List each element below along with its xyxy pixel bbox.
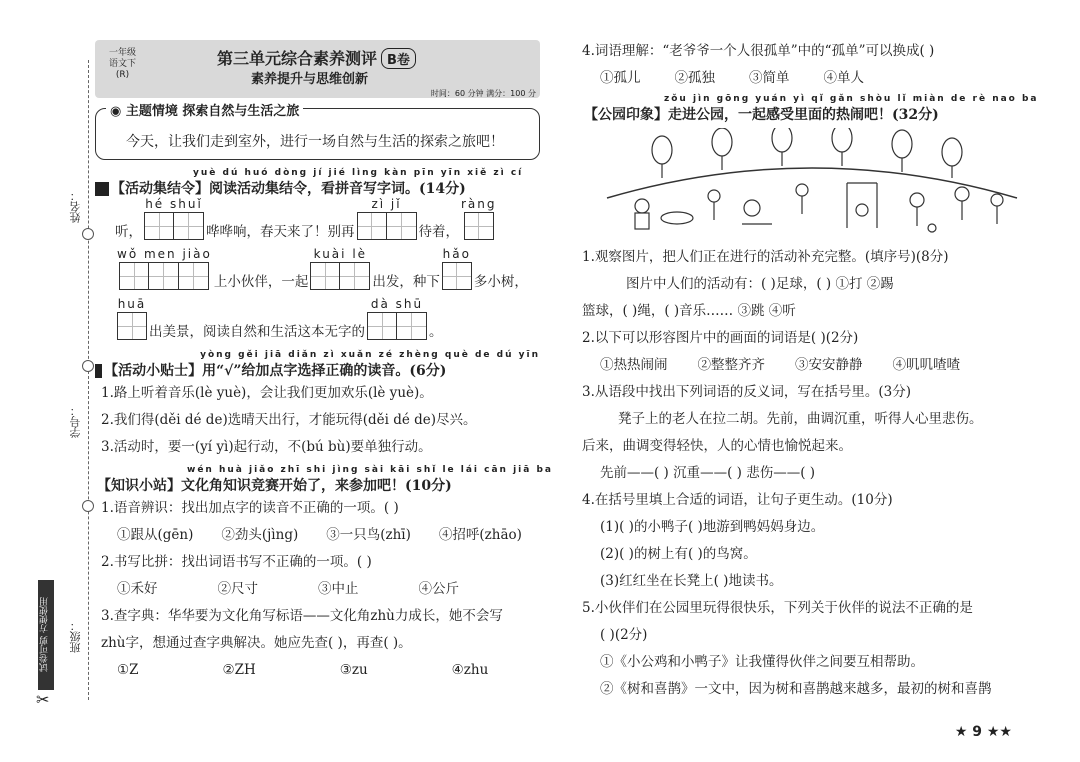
option[interactable]: ④单人 <box>823 70 864 86</box>
park-illustration <box>602 128 1022 238</box>
option[interactable]: ①热热闹闹 <box>600 357 668 373</box>
binding-hole <box>82 228 94 240</box>
writing-cell[interactable] <box>442 262 472 290</box>
sec3-question-2: 2.书写比拼：找出词语书写不正确的一项。( ) <box>101 554 372 570</box>
writing-cell[interactable] <box>149 262 179 290</box>
sec3-question-1: 1.语音辨识：找出加点字的读音不正确的一项。( ) <box>101 500 399 516</box>
option[interactable]: ④叽叽喳喳 <box>892 357 960 373</box>
section-3-title: 【知识小站】文化角知识竞赛开始了，来参加吧！(10分) <box>97 478 452 494</box>
section-icon <box>95 182 109 196</box>
p2-question: 2.以下可以形容图片中的画面的词语是( )(2分) <box>582 330 859 346</box>
section-4-pinyin: zǒu jìn gōng yuán yì qǐ gǎn shòu lǐ miàn de rè nao ba <box>664 94 1039 104</box>
section-2-pinyin: yòng gěi jiā diǎn zì xuǎn zé zhèng què de dú yīn <box>200 350 540 360</box>
subject-label: 语文下 <box>109 59 137 69</box>
pinyin-prompt: hǎo <box>442 247 471 261</box>
tree-icon <box>652 128 962 178</box>
pinyin-prompt: zì jǐ <box>371 197 402 211</box>
pinyin-box-group <box>117 296 147 340</box>
section-2-title: 【活动小贴士】用“√”给加点字选择正确的读音。(6分) <box>104 363 447 379</box>
p5-answer-blank[interactable]: ( )(2分) <box>600 627 648 643</box>
writing-cell[interactable] <box>119 262 149 290</box>
page-number: ★ 9 ★★ <box>954 724 1012 740</box>
pinyin-prompt: hé shuǐ <box>145 197 203 211</box>
option[interactable]: ②劲头(jìng) <box>221 527 299 543</box>
p4-line1[interactable]: (1)( )的小鸭子( )地游到鸭妈妈身边。 <box>600 519 825 535</box>
sec3-question-3-line2: zhù字，想通过查字典解决。她应先查( )，再查( )。 <box>101 635 412 651</box>
writing-row-1 <box>95 198 540 240</box>
pinyin-prompt: huā <box>117 297 147 311</box>
option[interactable]: ③简单 <box>749 70 790 86</box>
writing-cell[interactable] <box>367 312 397 340</box>
grade-box <box>109 48 136 81</box>
section-3-pinyin: wén huà jiǎo zhī shi jìng sài kāi shǐ le lái cān jiā ba <box>187 465 553 475</box>
p1-line2[interactable]: 篮球，( )绳，( )音乐…… ③跳 ④听 <box>582 303 796 319</box>
text-fragment: 出美景，阅读自然和生活这本无字的 <box>149 324 365 340</box>
right-column <box>582 38 1039 703</box>
option[interactable]: ②整整齐齐 <box>697 357 765 373</box>
binding-hole <box>82 360 94 372</box>
option[interactable]: ②ZH <box>222 662 256 678</box>
option[interactable]: ④zhu <box>451 662 489 678</box>
sec3-q2-options <box>95 576 540 603</box>
q4-options <box>582 65 1022 92</box>
brand-strip: 试卷可剪 方便使用 <box>38 580 54 690</box>
id-field-label: 学号： <box>69 405 82 438</box>
section-icon <box>95 364 102 378</box>
scissor-icon: ✂ <box>36 690 50 709</box>
people-icons <box>635 183 1003 232</box>
text-fragment: 多小树， <box>473 274 528 290</box>
pinyin-box-group <box>442 246 472 290</box>
sec2-item-3[interactable]: 3.活动时，要一(yí yì)起行动，不(bú bù)要单独行动。 <box>101 439 432 455</box>
section-1-heading <box>95 168 540 198</box>
pinyin-box-group <box>310 246 370 290</box>
p1-question: 1.观察图片，把人们正在进行的活动补充完整。(填序号)(8分) <box>582 249 949 265</box>
pinyin-box-group <box>461 196 497 240</box>
p3-answer-line[interactable]: 先前——( ) 沉重——( ) 悲伤——( ) <box>600 465 816 481</box>
writing-cell[interactable] <box>174 212 204 240</box>
option[interactable]: ①Z <box>117 662 139 678</box>
writing-cell[interactable] <box>357 212 387 240</box>
option[interactable]: ②尺寸 <box>217 581 258 597</box>
writing-cell[interactable] <box>179 262 209 290</box>
p5-option-2[interactable]: ②《树和喜鹊》一文中，因为树和喜鹊越来越多，最初的树和喜鹊 <box>600 681 992 697</box>
sec2-item-1[interactable]: 1.路上听着音乐(lè yuè)，会让我们更加欢乐(lè yuè)。 <box>101 385 433 401</box>
writing-row-3 <box>95 298 540 340</box>
p2-options <box>582 352 1022 379</box>
writing-cell[interactable] <box>464 212 494 240</box>
option[interactable]: ④公斤 <box>418 581 459 597</box>
p4-line3[interactable]: (3)红红坐在长凳上( )地读书。 <box>600 573 783 589</box>
sec3-q1-options <box>95 522 540 549</box>
writing-cell[interactable] <box>117 312 147 340</box>
text-fragment: 上小伙伴，一起 <box>213 274 309 290</box>
option[interactable]: ③中止 <box>318 581 359 597</box>
section-4-title: 【公园印象】走进公园，一起感受里面的热闹吧！(32分) <box>584 107 939 123</box>
cut-line <box>88 60 89 700</box>
header-banner <box>95 40 540 98</box>
grade-label: 一年级 <box>109 48 137 58</box>
option[interactable]: ②孤独 <box>674 70 715 86</box>
name-field-label: 姓名： <box>69 190 82 223</box>
section-2-heading <box>95 350 540 380</box>
option[interactable]: ③安安静静 <box>795 357 863 373</box>
p5-question: 5.小伙伴们在公园里玩得很快乐，下列关于伙伴的说法不正确的是 <box>582 600 973 616</box>
section-3-heading <box>95 465 553 495</box>
theme-text: 今天，让我们走到室外，进行一场自然与生活的探索之旅吧！ <box>126 134 504 150</box>
text-fragment: 哗哗响，春天来了！别再 <box>206 224 355 240</box>
theme-label-text: 主题情境 探索自然与生活之旅 <box>125 104 300 119</box>
page-subtitle: 素养提升与思维创新 <box>251 72 369 87</box>
pinyin-box-group <box>357 196 417 240</box>
class-field-label: 班级： <box>69 620 82 653</box>
writing-cell[interactable] <box>144 212 174 240</box>
time-info: 时间：60 分钟 满分：100 分 <box>430 89 536 98</box>
pinyin-prompt: ràng <box>461 197 497 211</box>
section-4-heading <box>582 94 1039 124</box>
edition-label: (R) <box>115 70 130 80</box>
p4-line2[interactable]: (2)( )的树上有( )的鸟窝。 <box>600 546 757 562</box>
version-badge: B卷 <box>381 48 416 69</box>
option[interactable]: ③一只鸟(zhī) <box>326 527 411 543</box>
q4-question: 4.词语理解：“老爷爷一个人很孤单”中的“孤单”可以换成( ) <box>582 43 935 59</box>
text-fragment: 待着， <box>418 224 459 240</box>
p3-question: 3.从语段中找出下列词语的反义词，写在括号里。(3分) <box>582 384 912 400</box>
option[interactable]: ①孤儿 <box>600 70 641 86</box>
section-1-pinyin: yuè dú huó dòng jí jié lìng kàn pīn yīn xiě zì cí <box>193 168 524 178</box>
writing-cell[interactable] <box>387 212 417 240</box>
option[interactable]: ①跟从(gēn) <box>117 527 194 543</box>
sec3-question-3-line1: 3.查字典：华华要为文化角写标语——文化角zhù力成长，她不会写 <box>101 608 503 624</box>
pinyin-box-group <box>367 296 427 340</box>
text-fragment: 听， <box>115 224 142 240</box>
writing-cell[interactable] <box>310 262 340 290</box>
p4-question: 4.在括号里填上合适的词语，让句子更生动。(10分) <box>582 492 893 508</box>
theme-label: ◉ 主题情境 探索自然与生活之旅 <box>106 100 303 119</box>
writing-cell[interactable] <box>340 262 370 290</box>
text-fragment: 出发，种下 <box>372 274 440 290</box>
option[interactable]: ③zu <box>339 662 368 678</box>
writing-row-2 <box>95 248 540 290</box>
left-column <box>95 40 553 684</box>
sec2-item-2[interactable]: 2.我们得(děi dé de)选晴天出行，才能玩得(děi dé de)尽兴。 <box>101 412 477 428</box>
pinyin-box-group <box>117 246 212 290</box>
writing-cell[interactable] <box>397 312 427 340</box>
option[interactable]: ①禾好 <box>117 581 158 597</box>
p1-line1[interactable]: 图片中人们的活动有：( )足球，( ) ①打 ②踢 <box>626 276 894 292</box>
page-title <box>217 46 416 69</box>
binding-hole <box>82 500 94 512</box>
theme-box <box>95 104 540 160</box>
section-1-title: 【活动集结令】阅读活动集结令，看拼音写字词。(14分) <box>111 181 466 197</box>
text-fragment: 。 <box>429 324 443 340</box>
title-text: 第三单元综合素养测评 <box>217 49 378 68</box>
pinyin-prompt: kuài lè <box>313 247 368 261</box>
sec3-q3-options <box>95 657 540 684</box>
p3-passage-line1: 凳子上的老人在拉二胡。先前，曲调沉重，听得人心里悲伤。 <box>618 411 983 427</box>
pinyin-prompt: dà shū <box>370 297 424 311</box>
p3-passage-line2: 后来，曲调变得轻快，人的心情也愉悦起来。 <box>582 438 852 454</box>
p5-option-1[interactable]: ①《小公鸡和小鸭子》让我懂得伙伴之间要互相帮助。 <box>600 654 924 670</box>
option[interactable]: ④招呼(zhāo) <box>438 527 522 543</box>
pinyin-box-group <box>144 196 204 240</box>
pinyin-prompt: wǒ men jiào <box>117 247 212 261</box>
